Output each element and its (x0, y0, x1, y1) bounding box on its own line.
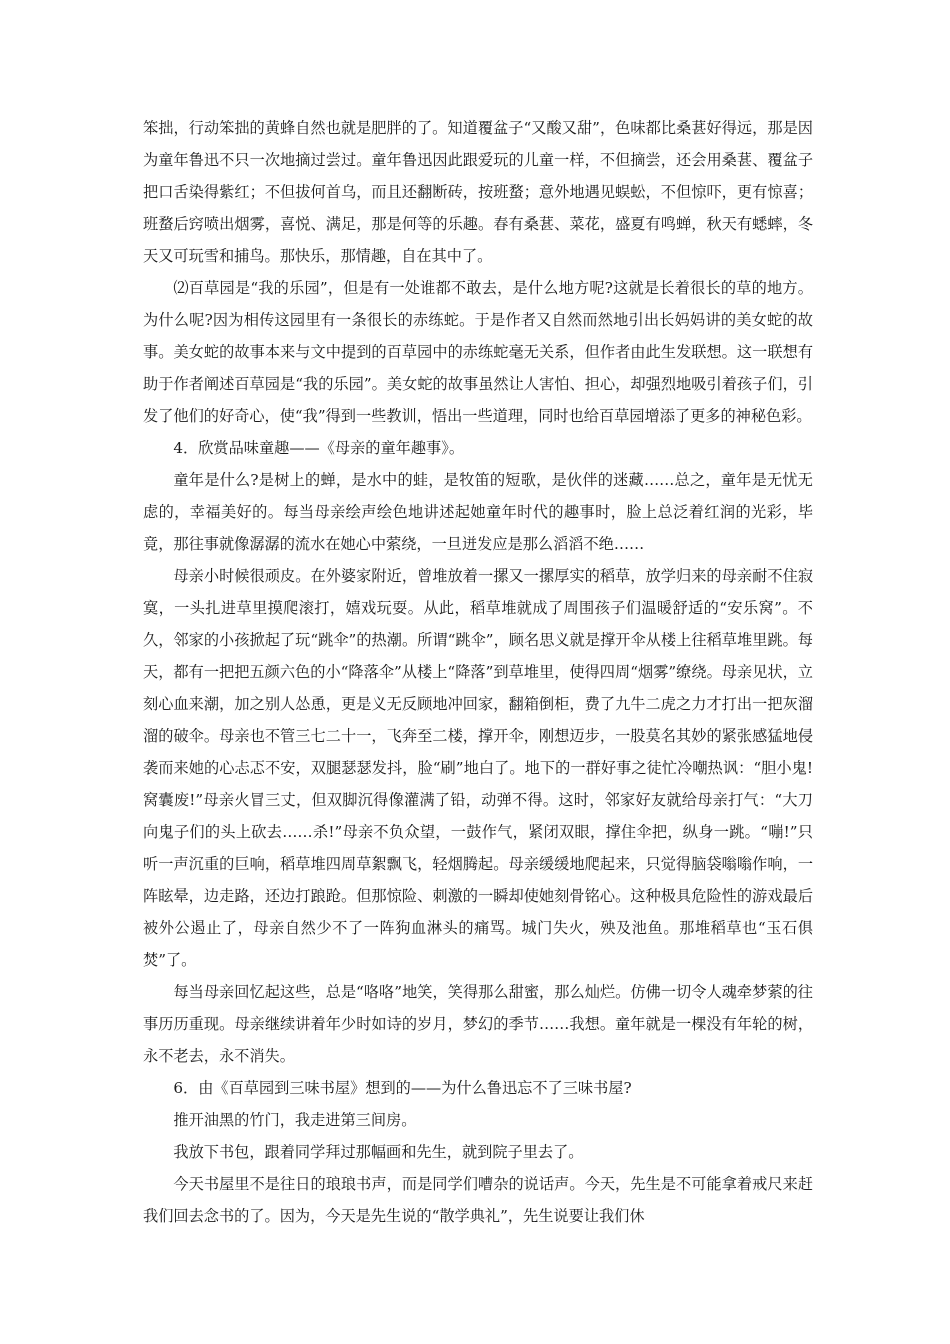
paragraph-2: ⑵百草园是“我的乐园”，但是有一处谁都不敢去，是什么地方呢?这就是长着很长的草的地方。为什么呢?因为相传这园里有一条很长的赤练蛇。于是作者又自然而然地引出长妈妈讲的美女蛇的故事。美女蛇的故事本来与文中提到的百草园中的赤练蛇毫无关系，但作者由此生发联想。这一联想有助于作者阐述百草园是“我的乐园”。美女蛇的故事虽然让人害怕、担心，却强烈地吸引着孩子们，引发了他们的好奇心，使“我”得到一些教训，悟出一些道理，同时也给百草园增添了更多的神秘色彩。 (143, 279, 813, 425)
paragraph-1: 笨拙，行动笨拙的黄蜂自然也就是肥胖的了。知道覆盆子“又酸又甜”，色味都比桑葚好得远，那是因为童年鲁迅不只一次地摘过尝过。童年鲁迅因此跟爱玩的儿童一样，不但摘尝，还会用桑葚、覆盆子把口舌染得紫红；不但拔何首乌，而且还翻断砖，按班蝥；意外地遇见蜈蚣，不但惊吓，更有惊喜；班蝥后窍喷出烟雾，喜悦、满足，那是何等的乐趣。春有桑葚、菜花，盛夏有鸣蝉，秋天有蟋蟀，冬天又可玩雪和捕鸟。那快乐，那情趣，自在其中了。 (143, 119, 813, 265)
document-page (143, 112, 813, 1232)
paragraph-5: 母亲小时候很顽皮。在外婆家附近，曾堆放着一摞又一摞厚实的稻草，放学归来的母亲耐不住寂寞，一头扎进草里摸爬滚打，嬉戏玩耍。从此，稻草堆就成了周围孩子们温暖舒适的“安乐窝”。不久，邻家的小孩掀起了玩“跳伞”的热潮。所谓“跳伞”，顾名思义就是撑开伞从楼上往稻草堆里跳。每天，都有一把把五颜六色的小“降落伞”从楼上“降落”到草堆里，使得四周“烟雾”缭绕。母亲见状，立刻心血来潮，加之别人怂恿，更是义无反顾地冲回家，翻箱倒柜，费了九牛二虎之力才打出一把灰溜溜的破伞。母亲也不管三七二十一，飞奔至二楼，撑开伞，刚想迈步，一股莫名其妙的紧张感猛地侵袭而来她的心忐忑不安，双腿瑟瑟发抖，脸“刷”地白了。地下的一群好事之徒忙冷嘲热讽：“胆小鬼!窝囊废!”母亲火冒三丈，但双脚沉得像灌满了铅，动弹不得。这时，邻家好友就给母亲打气：“大刀向鬼子们的头上砍去……杀!”母亲不负众望，一鼓作气，紧闭双眼，撑住伞把，纵身一跳。“嘣!”只听一声沉重的巨响，稻草堆四周草絮飘飞，轻烟腾起。母亲缓缓地爬起来，只觉得脑袋嗡嗡作响，一阵眩晕，边走路，还边打踉跄。但那惊险、刺激的一瞬却使她刻骨铭心。这种极具危险性的游戏最后被外公遏止了，母亲自然少不了一阵狗血淋头的痛骂。城门失火，殃及池鱼。那堆稻草也“玉石俱焚”了。 (143, 567, 813, 969)
paragraph-10: 今天书屋里不是往日的琅琅书声，而是同学们嘈杂的说话声。今天，先生是不可能拿着戒尺来赶我们回去念书的了。因为，今天是先生说的“散学典礼”，先生说要让我们休 (143, 1175, 813, 1225)
paragraph-6: 每当母亲回忆起这些，总是“咯咯”地笑，笑得那么甜蜜，那么灿烂。仿佛一切令人魂牵梦萦的往事历历重现。母亲继续讲着年少时如诗的岁月，梦幻的季节……我想。童年就是一棵没有年轮的树，永不老去，永不消失。 (143, 983, 813, 1065)
paragraph-8: 推开油黑的竹门，我走进第三间房。 (173, 1111, 417, 1129)
paragraph-9: 我放下书包，跟着同学拜过那幅画和先生，就到院子里去了。 (173, 1143, 584, 1161)
section-heading-6: 6．由《百草园到三味书屋》想到的——为什么鲁迅忘不了三味书屋? (173, 1079, 632, 1097)
section-heading-4: 4．欣赏品味童趣——《母亲的童年趣事》。 (173, 439, 465, 457)
paragraph-4: 童年是什么?是树上的蝉，是水中的蛙，是牧笛的短歌，是伙伴的迷藏……总之，童年是无忧无虑的，幸福美好的。每当母亲绘声绘色地讲述起她童年时代的趣事时，脸上总泛着红润的光彩，毕竟，那往事就像潺潺的流水在她心中萦绕，一旦迸发应是那么滔滔不绝…… (143, 471, 813, 553)
